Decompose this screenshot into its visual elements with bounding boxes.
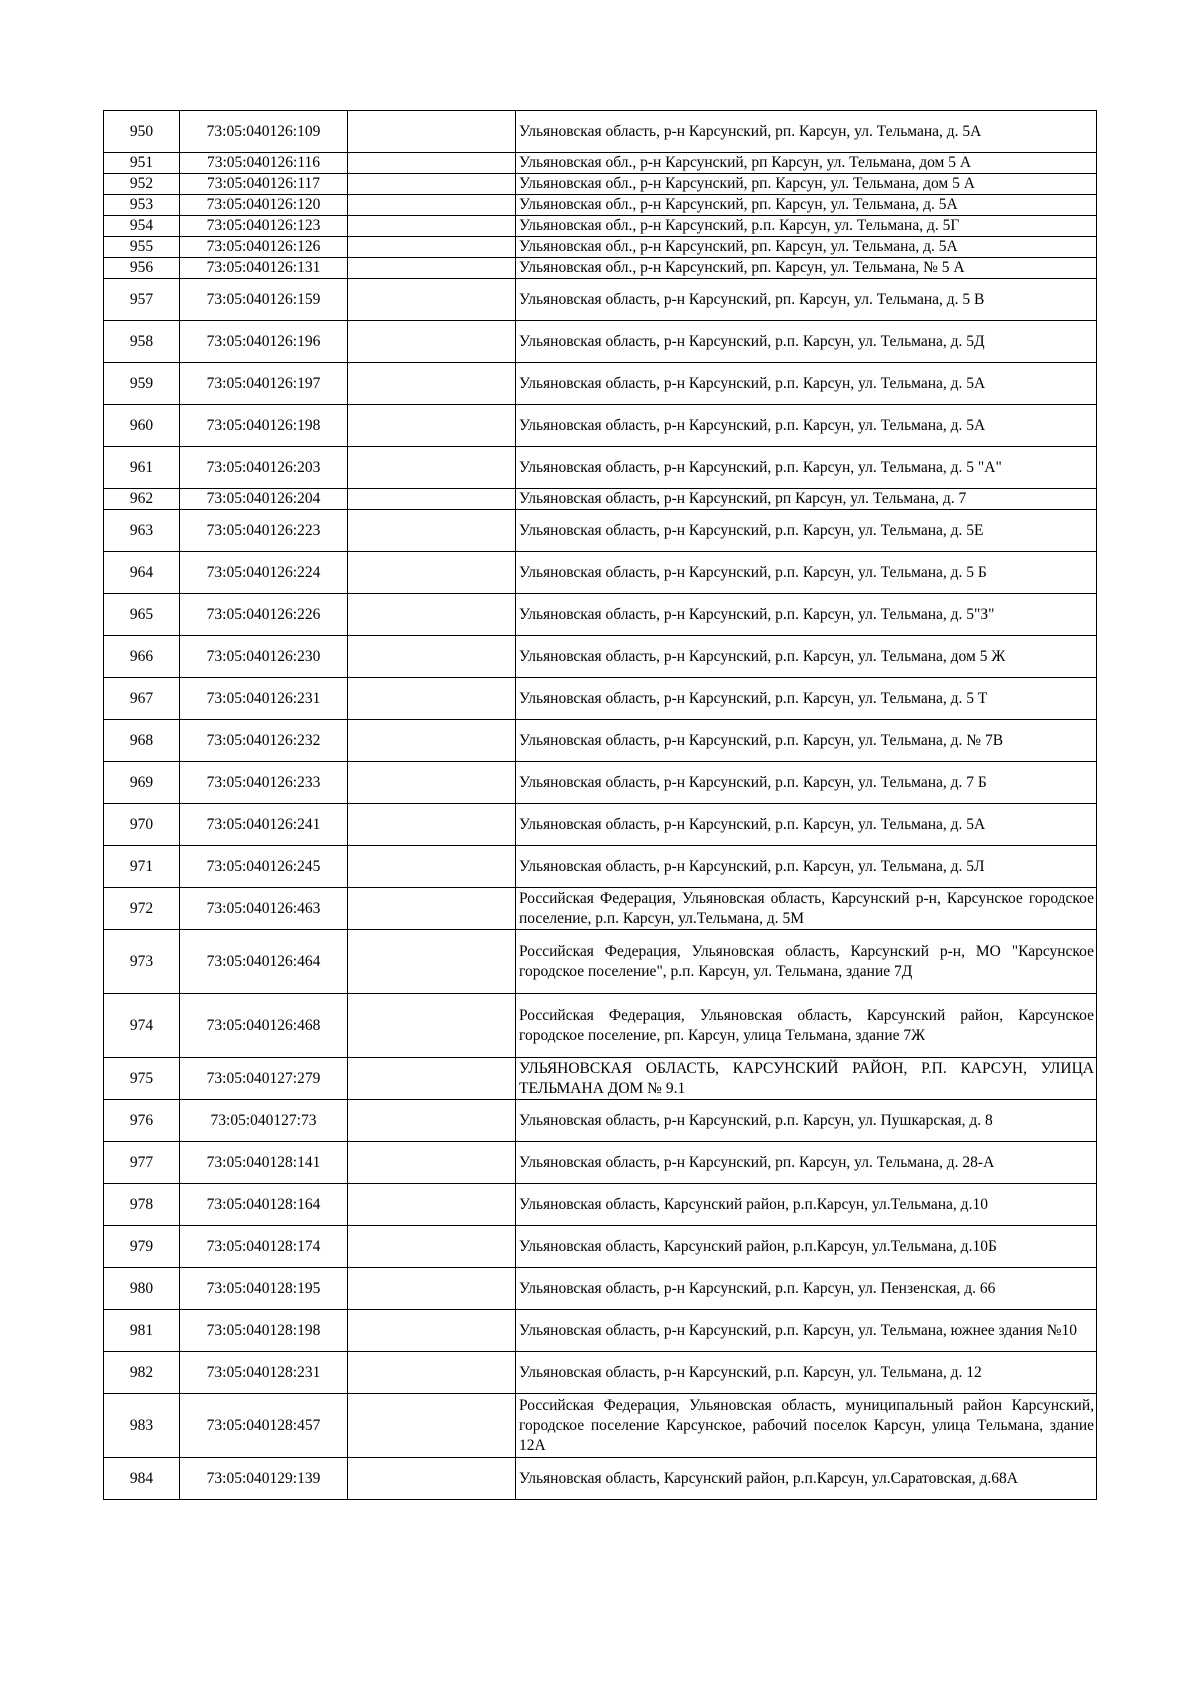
empty-cell [348,594,516,636]
empty-cell [348,930,516,994]
table-row [104,804,1097,846]
empty-cell [348,174,516,195]
empty-cell [348,1268,516,1310]
table-row [104,258,1097,279]
address-cell: Ульяновская область, р-н Карсунский, р.п. Карсун, ул. Тельмана, д. 5 Б [516,552,1097,594]
empty-cell [348,720,516,762]
empty-cell [348,636,516,678]
empty-cell [348,153,516,174]
address-cell: Ульяновская обл., р-н Карсунский, рп. Карсун, ул. Тельмана, дом 5 А [516,174,1097,195]
cadastral-number-cell: 73:05:040126:159 [180,279,348,321]
row-number-cell: 951 [104,153,180,174]
empty-cell [348,994,516,1058]
table-row [104,1394,1097,1458]
table-row [104,321,1097,363]
row-number-cell: 982 [104,1352,180,1394]
table-row [104,1226,1097,1268]
row-number-cell: 952 [104,174,180,195]
empty-cell [348,1058,516,1100]
empty-cell [348,1100,516,1142]
table-row [104,195,1097,216]
row-number-cell: 968 [104,720,180,762]
cadastral-number-cell: 73:05:040128:231 [180,1352,348,1394]
address-cell: Ульяновская область, р-н Карсунский, р.п. Карсун, ул. Тельмана, дом 5 Ж [516,636,1097,678]
row-number-cell: 970 [104,804,180,846]
address-cell: Ульяновская обл., р-н Карсунский, рп. Карсун, ул. Тельмана, д. 5А [516,237,1097,258]
address-cell: Ульяновская область, р-н Карсунский, рп Карсун, ул. Тельмана, д. 7 [516,489,1097,510]
row-number-cell: 954 [104,216,180,237]
row-number-cell: 979 [104,1226,180,1268]
row-number-cell: 957 [104,279,180,321]
row-number-cell: 950 [104,111,180,153]
empty-cell [348,678,516,720]
table-row [104,930,1097,994]
empty-cell [348,237,516,258]
table-row [104,153,1097,174]
address-cell: Ульяновская область, р-н Карсунский, р.п. Карсун, ул. Пушкарская, д. 8 [516,1100,1097,1142]
row-number-cell: 958 [104,321,180,363]
empty-cell [348,1310,516,1352]
cadastral-number-cell: 73:05:040126:230 [180,636,348,678]
address-cell: Ульяновская область, р-н Карсунский, р.п. Карсун, ул. Пензенская, д. 66 [516,1268,1097,1310]
row-number-cell: 967 [104,678,180,720]
row-number-cell: 953 [104,195,180,216]
row-number-cell: 965 [104,594,180,636]
table-row [104,888,1097,930]
address-cell: Российская Федерация, Ульяновская область, Карсунский р-н, Карсунское городское поселение, р.п. Карсун, ул.Тельмана, д. 5М [516,888,1097,930]
address-cell: Ульяновская область, р-н Карсунский, р.п. Карсун, ул. Тельмана, д. 5Е [516,510,1097,552]
table-row [104,1100,1097,1142]
cadastral-number-cell: 73:05:040126:198 [180,405,348,447]
parcels-table-body [104,111,1097,1500]
address-cell: Ульяновская область, р-н Карсунский, р.п. Карсун, ул. Тельмана, д. № 7В [516,720,1097,762]
cadastral-number-cell: 73:05:040129:139 [180,1458,348,1500]
address-cell: Ульяновская область, р-н Карсунский, р.п. Карсун, ул. Тельмана, д. 5"З" [516,594,1097,636]
table-row [104,846,1097,888]
empty-cell [348,489,516,510]
table-row [104,1142,1097,1184]
cadastral-number-cell: 73:05:040126:464 [180,930,348,994]
cadastral-number-cell: 73:05:040126:463 [180,888,348,930]
cadastral-number-cell: 73:05:040126:232 [180,720,348,762]
table-row [104,552,1097,594]
cadastral-number-cell: 73:05:040126:224 [180,552,348,594]
address-cell: Ульяновская область, р-н Карсунский, р.п. Карсун, ул. Тельмана, южнее здания №10 [516,1310,1097,1352]
address-cell: Ульяновская область, р-н Карсунский, р.п. Карсун, ул. Тельмана, д. 5Д [516,321,1097,363]
cadastral-number-cell: 73:05:040126:116 [180,153,348,174]
address-cell: Ульяновская область, р-н Карсунский, р.п. Карсун, ул. Тельмана, д. 5Л [516,846,1097,888]
table-row [104,1058,1097,1100]
row-number-cell: 961 [104,447,180,489]
address-cell: Ульяновская обл., р-н Карсунский, р.п. Карсун, ул. Тельмана, д. 5Г [516,216,1097,237]
table-row [104,237,1097,258]
row-number-cell: 962 [104,489,180,510]
empty-cell [348,846,516,888]
table-row [104,279,1097,321]
cadastral-number-cell: 73:05:040128:164 [180,1184,348,1226]
cadastral-number-cell: 73:05:040126:123 [180,216,348,237]
empty-cell [348,363,516,405]
cadastral-number-cell: 73:05:040126:226 [180,594,348,636]
address-cell: Ульяновская область, р-н Карсунский, р.п. Карсун, ул. Тельмана, д. 5 "А" [516,447,1097,489]
row-number-cell: 978 [104,1184,180,1226]
table-row [104,363,1097,405]
table-row [104,636,1097,678]
table-row [104,111,1097,153]
empty-cell [348,321,516,363]
cadastral-number-cell: 73:05:040126:131 [180,258,348,279]
cadastral-number-cell: 73:05:040128:198 [180,1310,348,1352]
row-number-cell: 974 [104,994,180,1058]
row-number-cell: 971 [104,846,180,888]
address-cell: Ульяновская область, Карсунский район, р.п.Карсун, ул.Тельмана, д.10Б [516,1226,1097,1268]
address-cell: Российская Федерация, Ульяновская область, Карсунский район, Карсунское городское поселение, рп. Карсун, улица Тельмана, здание 7Ж [516,994,1097,1058]
table-row [104,510,1097,552]
row-number-cell: 980 [104,1268,180,1310]
row-number-cell: 983 [104,1394,180,1458]
empty-cell [348,405,516,447]
row-number-cell: 955 [104,237,180,258]
address-cell: Ульяновская область, Карсунский район, р.п.Карсун, ул.Тельмана, д.10 [516,1184,1097,1226]
cadastral-number-cell: 73:05:040126:196 [180,321,348,363]
empty-cell [348,1184,516,1226]
row-number-cell: 975 [104,1058,180,1100]
table-row [104,762,1097,804]
empty-cell [348,447,516,489]
empty-cell [348,216,516,237]
empty-cell [348,195,516,216]
table-row [104,1184,1097,1226]
table-row [104,489,1097,510]
address-cell: Ульяновская обл., р-н Карсунский, рп. Карсун, ул. Тельмана, № 5 А [516,258,1097,279]
table-row [104,678,1097,720]
table-row [104,720,1097,762]
empty-cell [348,279,516,321]
address-cell: Ульяновская обл., р-н Карсунский, рп. Карсун, ул. Тельмана, д. 5А [516,195,1097,216]
address-cell: Ульяновская область, р-н Карсунский, р.п. Карсун, ул. Тельмана, д. 5А [516,405,1097,447]
row-number-cell: 977 [104,1142,180,1184]
table-row [104,1268,1097,1310]
cadastral-number-cell: 73:05:040126:204 [180,489,348,510]
address-cell: Ульяновская область, р-н Карсунский, р.п. Карсун, ул. Тельмана, д. 7 Б [516,762,1097,804]
cadastral-number-cell: 73:05:040126:120 [180,195,348,216]
cadastral-number-cell: 73:05:040126:231 [180,678,348,720]
row-number-cell: 984 [104,1458,180,1500]
table-row [104,447,1097,489]
cadastral-number-cell: 73:05:040126:126 [180,237,348,258]
address-cell: Российская Федерация, Ульяновская область, Карсунский р-н, МО "Карсунское городское поселение", р.п. Карсун, ул. Тельмана, здание 7Д [516,930,1097,994]
address-cell: Российская Федерация, Ульяновская область, муниципальный район Карсунский, городское поселение Карсунское, рабочий поселок Карсун, улица Тельмана, здание 12А [516,1394,1097,1458]
address-cell: УЛЬЯНОВСКАЯ ОБЛАСТЬ, КАРСУНСКИЙ РАЙОН, Р.П. КАРСУН, УЛИЦА ТЕЛЬМАНА ДОМ № 9.1 [516,1058,1097,1100]
cadastral-number-cell: 73:05:040126:223 [180,510,348,552]
cadastral-number-cell: 73:05:040127:279 [180,1058,348,1100]
cadastral-number-cell: 73:05:040126:117 [180,174,348,195]
row-number-cell: 956 [104,258,180,279]
cadastral-number-cell: 73:05:040126:197 [180,363,348,405]
cadastral-number-cell: 73:05:040126:233 [180,762,348,804]
table-row [104,1310,1097,1352]
address-cell: Ульяновская обл., р-н Карсунский, рп Карсун, ул. Тельмана, дом 5 А [516,153,1097,174]
address-cell: Ульяновская область, р-н Карсунский, рп. Карсун, ул. Тельмана, д. 5 В [516,279,1097,321]
cadastral-number-cell: 73:05:040128:457 [180,1394,348,1458]
cadastral-number-cell: 73:05:040128:141 [180,1142,348,1184]
table-row [104,216,1097,237]
empty-cell [348,258,516,279]
address-cell: Ульяновская область, р-н Карсунский, р.п. Карсун, ул. Тельмана, д. 5 Т [516,678,1097,720]
row-number-cell: 972 [104,888,180,930]
empty-cell [348,888,516,930]
row-number-cell: 964 [104,552,180,594]
address-cell: Ульяновская область, р-н Карсунский, р.п. Карсун, ул. Тельмана, д. 5А [516,363,1097,405]
table-row [104,594,1097,636]
row-number-cell: 973 [104,930,180,994]
empty-cell [348,552,516,594]
table-row [104,174,1097,195]
empty-cell [348,1226,516,1268]
cadastral-number-cell: 73:05:040126:203 [180,447,348,489]
cadastral-number-cell: 73:05:040127:73 [180,1100,348,1142]
empty-cell [348,762,516,804]
address-cell: Ульяновская область, Карсунский район, р.п.Карсун, ул.Саратовская, д.68А [516,1458,1097,1500]
empty-cell [348,510,516,552]
parcels-table [103,110,1097,1500]
table-row [104,1458,1097,1500]
row-number-cell: 966 [104,636,180,678]
cadastral-number-cell: 73:05:040126:245 [180,846,348,888]
empty-cell [348,111,516,153]
cadastral-number-cell: 73:05:040126:241 [180,804,348,846]
row-number-cell: 959 [104,363,180,405]
address-cell: Ульяновская область, р-н Карсунский, рп. Карсун, ул. Тельмана, д. 28-А [516,1142,1097,1184]
empty-cell [348,1142,516,1184]
row-number-cell: 969 [104,762,180,804]
address-cell: Ульяновская область, р-н Карсунский, рп. Карсун, ул. Тельмана, д. 5А [516,111,1097,153]
cadastral-number-cell: 73:05:040126:109 [180,111,348,153]
empty-cell [348,1394,516,1458]
row-number-cell: 960 [104,405,180,447]
empty-cell [348,804,516,846]
empty-cell [348,1458,516,1500]
row-number-cell: 976 [104,1100,180,1142]
table-row [104,994,1097,1058]
address-cell: Ульяновская область, р-н Карсунский, р.п. Карсун, ул. Тельмана, д. 12 [516,1352,1097,1394]
empty-cell [348,1352,516,1394]
table-row [104,1352,1097,1394]
row-number-cell: 963 [104,510,180,552]
row-number-cell: 981 [104,1310,180,1352]
cadastral-number-cell: 73:05:040128:195 [180,1268,348,1310]
cadastral-number-cell: 73:05:040126:468 [180,994,348,1058]
table-row [104,405,1097,447]
cadastral-number-cell: 73:05:040128:174 [180,1226,348,1268]
address-cell: Ульяновская область, р-н Карсунский, р.п. Карсун, ул. Тельмана, д. 5А [516,804,1097,846]
